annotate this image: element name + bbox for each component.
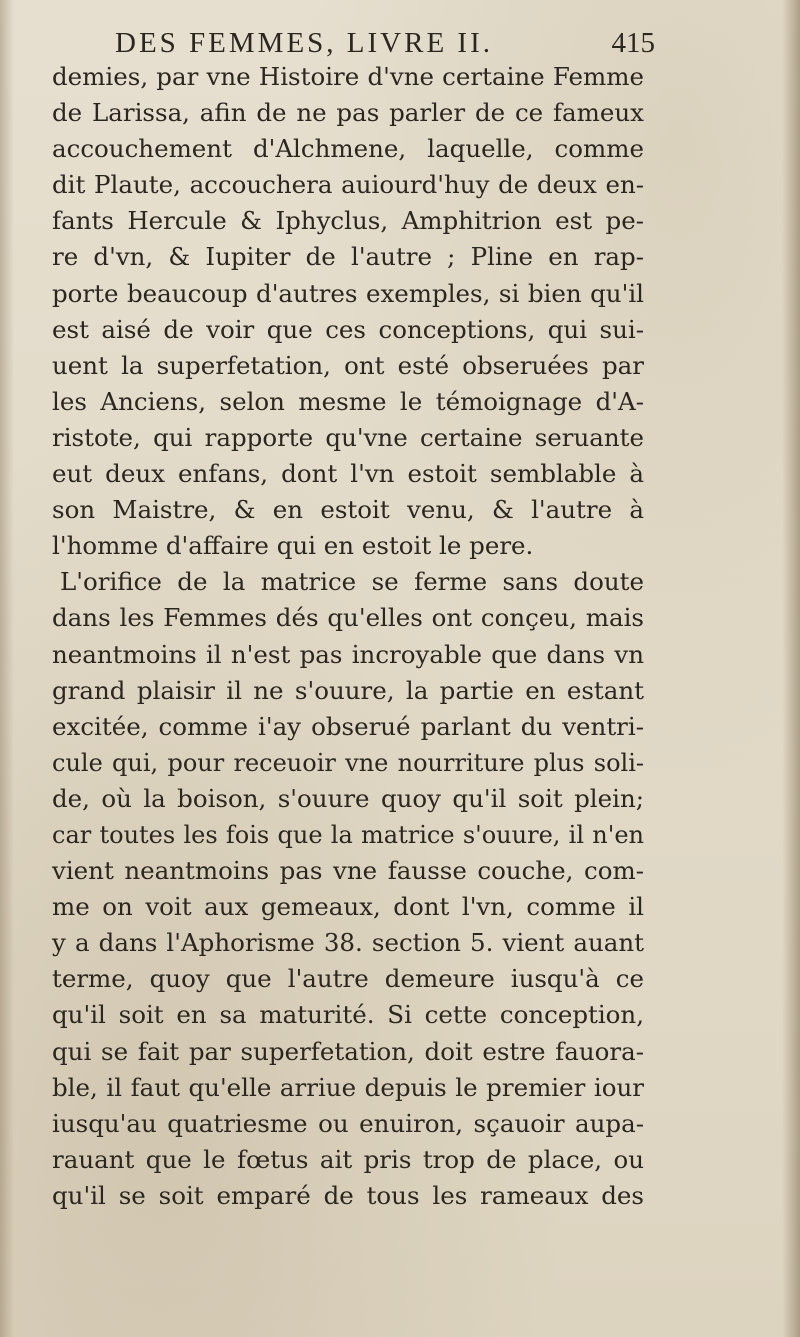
text-line: ble, il faut qu'elle arriue depuis le premier iour [52, 1072, 644, 1102]
body-text [52, 59, 644, 1214]
text-line: y a dans l'Aphorisme 38. section 5. vient auant [52, 928, 644, 958]
text-line: neantmoins il n'est pas incroyable que dans vn [52, 639, 644, 669]
running-title: DES FEMMES, LIVRE II. [115, 27, 493, 59]
text-line: cule qui, pour receuoir vne nourriture plus soli- [52, 748, 644, 777]
text-line: terme, quoy que l'autre demeure iusqu'à ce [52, 964, 644, 994]
paragraph-start-line: L'orifice de la matrice se ferme sans doute [60, 567, 644, 597]
page-edge-right [782, 0, 800, 1337]
text-line: son Maistre, & en estoit venu, & l'autre à [52, 495, 644, 525]
page-number: 415 [611, 27, 655, 59]
text-line: excitée, comme i'ay obserué parlant du ventri- [52, 711, 644, 741]
text-line: demies, par vne Histoire d'vne certaine Femme [52, 62, 644, 91]
text-line: de Larissa, afin de ne pas parler de ce fameux [52, 98, 644, 128]
text-line: dit Plaute, accouchera auiourd'huy de deux en- [52, 170, 644, 200]
text-line: accouchement d'Alchmene, laquelle, comme [52, 134, 644, 164]
text-line: rauant que le fœtus ait pris trop de place, ou [52, 1144, 644, 1174]
text-line: eut deux enfans, dont l'vn estoit semblable à [52, 459, 644, 489]
text-line: me on voit aux gemeaux, dont l'vn, comme il [52, 892, 644, 922]
text-line: ristote, qui rapporte qu'vne certaine seruante [52, 422, 644, 452]
text-line: iusqu'au quatriesme ou enuiron, sçauoir aupa- [52, 1108, 644, 1138]
text-line: porte beaucoup d'autres exemples, si bien qu'il [52, 278, 644, 308]
page-edge-left [0, 0, 14, 1337]
text-line: uent la superfetation, ont esté obseruées par [52, 350, 644, 380]
text-line: est aisé de voir que ces conceptions, qui sui- [52, 314, 644, 344]
text-line: de, où la boison, s'ouure quoy qu'il soit plein; [52, 783, 644, 813]
text-line: fants Hercule & Iphyclus, Amphitrion est pe- [52, 206, 644, 236]
text-line: car toutes les fois que la matrice s'ouure, il n'en [52, 820, 644, 849]
paragraph-end-line: l'homme d'affaire qui en estoit le pere. [52, 531, 534, 561]
text-line: dans les Femmes dés qu'elles ont conçeu, mais [52, 603, 644, 633]
running-header [115, 22, 655, 64]
text-line: grand plaisir il ne s'ouure, la partie en estant [52, 675, 644, 705]
text-line: qu'il soit en sa maturité. Si cette conception, [52, 1000, 644, 1030]
text-line: re d'vn, & Iupiter de l'autre ; Pline en rap- [52, 242, 644, 272]
text-line: vient neantmoins pas vne fausse couche, com- [52, 856, 644, 886]
text-line: les Anciens, selon mesme le témoignage d'A- [52, 386, 644, 416]
text-line: qu'il se soit emparé de tous les rameaux des [52, 1180, 644, 1210]
text-line: qui se fait par superfetation, doit estre fauora- [52, 1036, 644, 1066]
